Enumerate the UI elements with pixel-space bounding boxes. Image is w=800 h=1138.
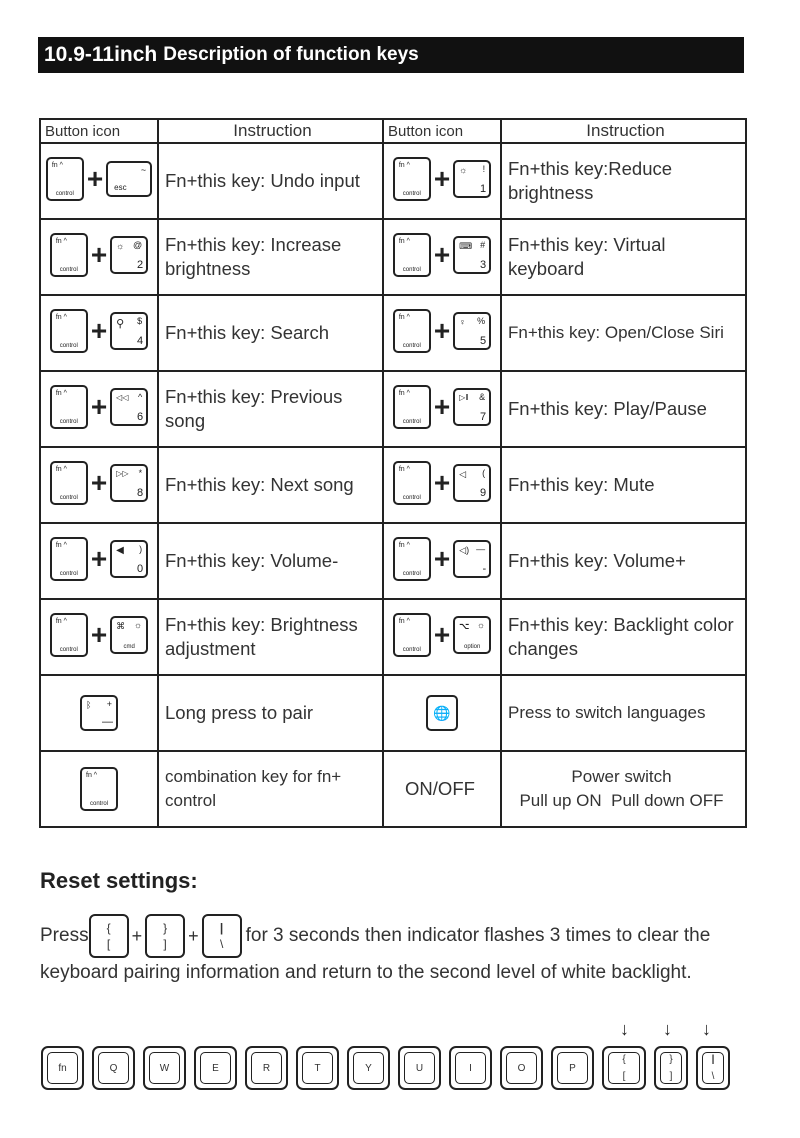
- virtual-keyboard-key-icon: ⌨ # 3: [453, 236, 491, 274]
- reset-instruction-text: for 3 seconds then indicator flashes 3 times to clear the: [245, 925, 711, 946]
- keyboard-key-q: Q: [92, 1046, 135, 1090]
- key-combo-cell: fn ^ control + ▷▷ * 8: [40, 447, 158, 523]
- instruction-text: Fn+this key: Brightness adjustment: [158, 599, 383, 675]
- key-combo-cell: fn ^ control + ⌘ ☼ cmd: [40, 599, 158, 675]
- key-combo-cell: fn ^ control + ◀ ) 0: [40, 523, 158, 599]
- keyboard-key-fn: fn: [41, 1046, 84, 1090]
- table-row: [40, 219, 746, 295]
- arrow-down-icon: ↓: [702, 1019, 711, 1039]
- play-pause-key-icon: ▷‖ & 7: [453, 388, 491, 426]
- key-combo-cell: fn ^ control + ☼ ! 1: [383, 143, 501, 219]
- keyboard-key-bracket-right-icon: } ]: [654, 1046, 688, 1090]
- backslash-key-icon: | \: [202, 914, 242, 958]
- plus-sign: +: [131, 925, 143, 946]
- instruction-text: Fn+this key: Open/Close Siri: [501, 295, 746, 371]
- bracket-right-key-icon: } ]: [145, 914, 185, 958]
- fn-key-icon: fn ^ control: [50, 233, 88, 277]
- power-switch-instructions: Pull up ON Pull down OFF: [519, 791, 724, 810]
- reset-instruction-text-2: keyboard pairing information and return to the second level of white backlight.: [40, 962, 692, 983]
- table-row: [40, 751, 746, 827]
- instruction-text: Fn+this key: Volume-: [158, 523, 383, 599]
- table-row: [40, 447, 746, 523]
- reset-title: Reset settings:: [40, 868, 198, 893]
- previous-song-key-icon: ◁◁ ^ 6: [110, 388, 148, 426]
- keyboard-key-u: U: [398, 1046, 441, 1090]
- fn-key-icon: fn ^ control: [46, 157, 84, 201]
- table-row: [40, 295, 746, 371]
- table-row: [40, 371, 746, 447]
- keyboard-key-t: T: [296, 1046, 339, 1090]
- key-combo-cell: fn ^ control + ♀ % 5: [383, 295, 501, 371]
- arrow-down-icon: ↓: [663, 1019, 672, 1039]
- keyboard-key-bracket-left-icon: { [: [602, 1046, 646, 1090]
- header-button-icon: Button icon: [40, 119, 158, 143]
- title-size: 10.9-11inch: [44, 43, 158, 66]
- volume-down-key-icon: ◀ ) 0: [110, 540, 148, 578]
- reset-instruction: [40, 912, 710, 960]
- fn-key-icon: fn ^ control: [50, 613, 88, 657]
- keyboard-row: [41, 1046, 730, 1090]
- fn-key-icon: fn ^ control: [393, 233, 431, 277]
- search-key-icon: ⚲ $ 4: [110, 312, 148, 350]
- table-row: [40, 523, 746, 599]
- instruction-text: Fn+this key: Play/Pause: [501, 371, 746, 447]
- next-song-key-icon: ▷▷ * 8: [110, 464, 148, 502]
- function-keys-table: [39, 118, 747, 828]
- siri-key-icon: ♀ % 5: [453, 312, 491, 350]
- instruction-text: Fn+this key: Increase brightness: [158, 219, 383, 295]
- brightness-up-key-icon: ☼ @ 2: [110, 236, 148, 274]
- instruction-text: Press to switch languages: [501, 675, 746, 751]
- arrow-down-icon: ↓: [620, 1019, 629, 1039]
- instruction-text: Fn+this key: Next song: [158, 447, 383, 523]
- title-bar: [38, 37, 744, 73]
- key-combo-cell: fn ^ control + ⌥ ☼ option: [383, 599, 501, 675]
- pair-key-icon: ᛒ + —: [80, 695, 118, 731]
- key-combo-cell: fn ^ control + ⚲ $ 4: [40, 295, 158, 371]
- instruction-text: Fn+this key: Backlight color changes: [501, 599, 746, 675]
- keyboard-key-o: O: [500, 1046, 543, 1090]
- instruction-text: Fn+this key: Volume+: [501, 523, 746, 599]
- fn-key-icon: fn ^ control: [50, 537, 88, 581]
- esc-key-icon: ~ esc: [106, 161, 152, 197]
- power-switch-title: Power switch: [571, 767, 672, 786]
- keyboard-key-y: Y: [347, 1046, 390, 1090]
- key-combo-cell: fn ^ control + ~ esc: [40, 143, 158, 219]
- key-combo-cell: fn ^ control + ▷‖ & 7: [383, 371, 501, 447]
- key-combo-cell: [40, 751, 158, 827]
- header-instruction: Instruction: [501, 119, 746, 143]
- instruction-text: Long press to pair: [158, 675, 383, 751]
- keyboard-key-e: E: [194, 1046, 237, 1090]
- instruction-text: Fn+this key: Search: [158, 295, 383, 371]
- keyboard-key-p: P: [551, 1046, 594, 1090]
- key-combo-cell: fn ^ control + ☼ @ 2: [40, 219, 158, 295]
- fn-key-icon: fn ^ control: [393, 613, 431, 657]
- brightness-down-key-icon: ☼ ! 1: [453, 160, 491, 198]
- table-row: [40, 599, 746, 675]
- key-combo-cell: fn ^ control + ◁◁ ^ 6: [40, 371, 158, 447]
- power-switch-cell: [501, 751, 746, 827]
- key-combo-cell: fn ^ control + ◁) — -: [383, 523, 501, 599]
- instruction-text: combination key for fn+ control: [158, 751, 383, 827]
- mute-key-icon: ◁ ( 9: [453, 464, 491, 502]
- key-combo-cell: fn ^ control + ◁ ( 9: [383, 447, 501, 523]
- fn-key-icon: fn ^ control: [393, 157, 431, 201]
- plus-sign: +: [188, 925, 199, 946]
- fn-key-icon: fn ^ control: [393, 385, 431, 429]
- instruction-text: Fn+this key: Previous song: [158, 371, 383, 447]
- press-label: Press: [40, 925, 89, 946]
- keyboard-key-r: R: [245, 1046, 288, 1090]
- keyboard-key-backslash-icon: | \: [696, 1046, 730, 1090]
- instruction-text: Fn+this key: Virtual keyboard: [501, 219, 746, 295]
- fn-key-icon: fn ^ control: [50, 461, 88, 505]
- table-header-row: [40, 119, 746, 143]
- key-combo-cell: fn ^ control + ⌨ # 3: [383, 219, 501, 295]
- on-off-label: ON/OFF: [383, 751, 501, 827]
- globe-key-icon: 🌐: [426, 695, 458, 731]
- keyboard-key-i: I: [449, 1046, 492, 1090]
- fn-key-icon: fn ^ control: [393, 309, 431, 353]
- table-row: [40, 143, 746, 219]
- header-instruction: Instruction: [158, 119, 383, 143]
- bracket-left-key-icon: { [: [89, 914, 129, 958]
- key-combo-cell: [383, 675, 501, 751]
- fn-key-icon: fn ^ control: [393, 537, 431, 581]
- fn-key-icon: fn ^ control: [50, 385, 88, 429]
- fn-key-icon: fn ^ control: [393, 461, 431, 505]
- table-row: [40, 675, 746, 751]
- fn-key-icon: fn ^ control: [80, 767, 118, 811]
- volume-up-key-icon: ◁) — -: [453, 540, 491, 578]
- instruction-text: Fn+this key: Mute: [501, 447, 746, 523]
- page-title: Description of function keys: [163, 44, 419, 65]
- fn-key-icon: fn ^ control: [50, 309, 88, 353]
- keyboard-key-w: W: [143, 1046, 186, 1090]
- instruction-text: Fn+this key:Reduce brightness: [501, 143, 746, 219]
- option-key-icon: ⌥ ☼ option: [453, 616, 491, 654]
- header-button-icon: Button icon: [383, 119, 501, 143]
- key-combo-cell: [40, 675, 158, 751]
- instruction-text: Fn+this key: Undo input: [158, 143, 383, 219]
- cmd-key-icon: ⌘ ☼ cmd: [110, 616, 148, 654]
